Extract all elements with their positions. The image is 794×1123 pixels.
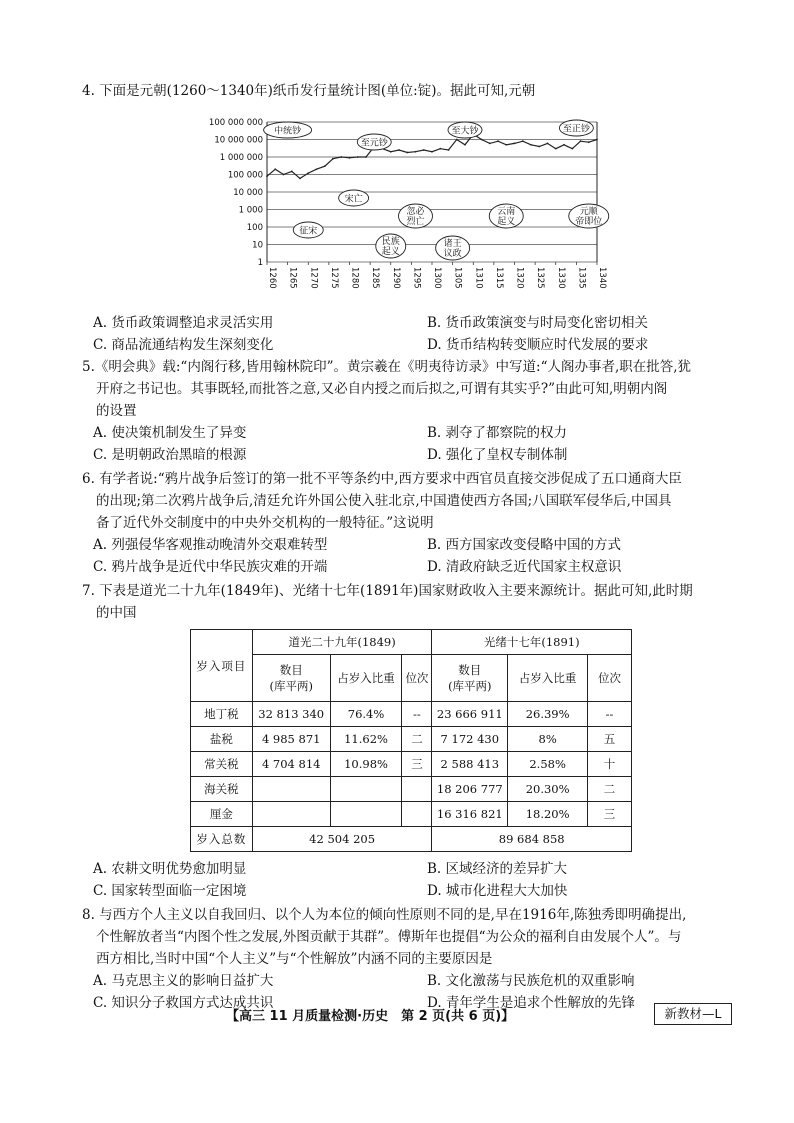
q8-stem-line-3: 西方相比,当时中国“个人主义”与“个性解放”内涵不同的主要原因是 (96, 951, 493, 967)
rank-1849: 二 (402, 727, 432, 752)
data-point (423, 149, 425, 151)
q7-stem-line-1: 7. 下表是道光二十九年(1849年)、光绪十七年(1891年)国家财政收入主要来源统计。据此可知,此时期 (82, 583, 693, 599)
amount-1891: 18 206 777 (432, 777, 508, 802)
ratio-1849 (330, 777, 402, 802)
data-point (530, 144, 532, 146)
ratio-1849: 11.62% (330, 727, 402, 752)
q6-option-d[interactable]: D. 清政府缺乏近代国家主权意识 (427, 559, 622, 575)
annotation-label: 至元钞 (360, 138, 388, 149)
x-tick-label: 1305 (452, 267, 463, 289)
data-point (563, 144, 565, 146)
table-row (191, 752, 632, 777)
amount-1891: 16 316 821 (432, 802, 508, 827)
table-subheader-row (191, 655, 632, 702)
rank-1891: 十 (588, 752, 632, 777)
amount-1849 (252, 777, 330, 802)
chart-x-ticks (267, 262, 607, 289)
rank-1849: 三 (402, 752, 432, 777)
data-point (291, 171, 293, 173)
q5-stem-line-3: 的设置 (96, 403, 137, 419)
rank-1891: 三 (588, 802, 632, 827)
annotation-bubble (264, 122, 312, 138)
q8-option-d[interactable]: D. 青年学生是追求个性解放的先锋 (427, 995, 635, 1011)
amount-1849: 4 985 871 (252, 727, 330, 752)
x-tick-label: 1265 (287, 267, 298, 289)
annotation-label: 云南 (497, 207, 516, 217)
annotation-bubble (399, 204, 433, 228)
amount-1849: 32 813 340 (252, 702, 330, 727)
x-tick-label: 1290 (390, 267, 401, 289)
annotation-bubble (569, 204, 609, 228)
x-tick-label: 1275 (328, 267, 339, 289)
q7-stem-line-2: 的中国 (96, 605, 137, 621)
annotation-label: 中统钞 (274, 126, 302, 137)
q5-stem-line-1: 5.《明会典》载:“内阁行移,皆用翰林院印”。黄宗羲在《明夷待访录》中写道:“人阁办事者,职在批答,犹 (82, 359, 692, 375)
table-year-1891: 光绪十七年(1891) (432, 630, 632, 655)
row-name: 厘金 (191, 802, 253, 827)
data-point (406, 152, 408, 154)
data-point (448, 149, 450, 151)
amount-1849 (252, 802, 330, 827)
data-point (555, 148, 557, 150)
table-amount-header-1849 (252, 655, 330, 702)
data-point (547, 142, 549, 144)
annotation-label: 至大钞 (451, 126, 479, 137)
y-tick-label: 10 (252, 240, 263, 251)
amount-1849: 4 704 814 (252, 752, 330, 777)
q4-option-a[interactable]: A. 货币政策调整追求灵活实用 (93, 315, 274, 331)
x-tick-label: 1260 (267, 267, 277, 289)
data-point (588, 141, 590, 143)
page-footer: 【高三 11 月质量检测·历史 第 2 页(共 6 页)】 (226, 1009, 515, 1024)
q6-stem-line-3: 备了近代外交制度中的中央外交机构的一般特征。”这说明 (96, 515, 434, 531)
q6-option-a[interactable]: A. 列强侵华客观推动晚清外交艰难转型 (93, 537, 328, 553)
table-row (191, 727, 632, 752)
q7-option-d[interactable]: D. 城市化进程大大加快 (427, 883, 568, 899)
q8-option-c[interactable]: C. 知识分子救国方式达成共识 (93, 995, 274, 1011)
total-1849: 42 504 205 (252, 827, 432, 852)
x-tick-label: 1280 (349, 267, 360, 289)
annotation-label: 征宋 (299, 226, 318, 237)
row-name: 海关税 (191, 777, 253, 802)
annotation-bubble (448, 122, 482, 138)
q5-option-b[interactable]: B. 剥夺了都察院的权力 (427, 425, 568, 441)
data-point (307, 172, 309, 174)
ratio-1849: 76.4% (330, 702, 402, 727)
total-1891: 89 684 858 (432, 827, 632, 852)
table-row (191, 777, 632, 802)
rank-1891: -- (588, 702, 632, 727)
q7-option-b[interactable]: B. 区域经济的差异扩大 (427, 861, 568, 877)
rank-1849 (402, 802, 432, 827)
ratio-1849 (330, 802, 402, 827)
data-point (316, 168, 318, 170)
annotation-label: 起义 (381, 247, 400, 257)
data-point (398, 149, 400, 151)
data-point (481, 139, 483, 141)
data-point (349, 157, 351, 159)
rank-1849 (402, 777, 432, 802)
annotation-label: 烈亡 (406, 217, 425, 227)
q5-option-c[interactable]: C. 是明朝政治黑暗的根源 (93, 447, 247, 463)
data-point (464, 144, 466, 146)
ratio-1891: 20.30% (508, 777, 588, 802)
data-point (522, 140, 524, 142)
table-header-row (191, 630, 632, 655)
ratio-1849: 10.98% (330, 752, 402, 777)
q8-stem-line-1: 8. 与西方个人主义以自我回归、以个人为本位的倾向性原则不同的是,早在1916年,陈独秀即明确提出, (82, 907, 687, 923)
x-tick-label: 1270 (308, 267, 319, 289)
x-tick-label: 1285 (370, 267, 381, 289)
q5-option-a[interactable]: A. 使决策机制发生了异变 (93, 425, 247, 441)
chart-annotations (264, 120, 609, 260)
amount-unit: (库平两) (448, 679, 492, 693)
annotation-bubble (293, 222, 323, 238)
q8-option-b[interactable]: B. 文化激荡与民族危机的双重影响 (427, 973, 635, 989)
table-total-row (191, 827, 632, 852)
ratio-1891: 2.58% (508, 752, 588, 777)
q6-option-b[interactable]: B. 西方国家改变侵略中国的方式 (427, 537, 622, 553)
table-ratio-header-1849: 占岁入比重 (330, 655, 402, 702)
table-year-1849: 道光二十九年(1849) (252, 630, 432, 655)
annotation-bubble (357, 134, 391, 150)
q4-stem: 4. 下面是元朝(1260～1340年)纸币发行量统计图(单位:锭)。据此可知,元朝 (82, 83, 536, 99)
ratio-1891: 26.39% (508, 702, 588, 727)
table-col-item: 岁入项目 (191, 630, 253, 702)
x-tick-label: 1330 (555, 267, 566, 289)
data-point (580, 140, 582, 142)
data-point (332, 158, 334, 160)
amount-1891: 2 588 413 (432, 752, 508, 777)
annotation-label: 宋亡 (344, 194, 363, 205)
x-tick-label: 1325 (535, 267, 546, 289)
x-tick-label: 1315 (493, 267, 504, 289)
annotation-label: 忽必 (406, 207, 425, 217)
data-point (266, 175, 268, 177)
data-point (439, 148, 441, 150)
q7-option-c[interactable]: C. 国家转型面临一定困境 (93, 883, 247, 899)
q7-option-a[interactable]: A. 农耕文明优势愈加明显 (93, 861, 247, 877)
y-tick-label: 10 000 000 (214, 135, 263, 146)
rank-1891: 二 (588, 777, 632, 802)
q8-option-a[interactable]: A. 马克思主义的影响日益扩大 (93, 973, 274, 989)
table-row (191, 802, 632, 827)
revenue-table (190, 629, 632, 852)
annotation-label: 民族 (381, 237, 400, 247)
q4-option-b[interactable]: B. 货币政策演变与时局变化密切相关 (427, 315, 649, 331)
annotation-label: 诸王 (443, 239, 462, 249)
annotation-bubble (559, 120, 593, 136)
row-name: 盐税 (191, 727, 253, 752)
q6-stem-line-1: 6. 有学者说:“鸦片战争后签订的第一批不平等条约中,西方要求中西官员直接交涉促成了五口通商大臣 (82, 471, 682, 487)
data-point (514, 142, 516, 144)
chart-y-ticks (209, 118, 263, 268)
data-point (505, 144, 507, 146)
issuance-series-points (266, 133, 598, 179)
data-point (596, 139, 598, 141)
data-point (365, 156, 367, 158)
x-tick-label: 1310 (473, 267, 484, 289)
data-point (340, 156, 342, 158)
annotation-label: 议政 (443, 249, 462, 259)
annotation-bubble (489, 204, 523, 228)
data-point (456, 139, 458, 141)
table-row (191, 702, 632, 727)
y-tick-label: 1 (257, 258, 263, 268)
data-point (538, 146, 540, 148)
data-point (571, 148, 573, 150)
data-point (415, 151, 417, 153)
y-tick-label: 100 (246, 223, 263, 233)
annotation-bubble (376, 234, 406, 258)
q4-option-d[interactable]: D. 货币结构转变顺应时代发展的要求 (427, 337, 649, 353)
table-ratio-header-1891: 占岁入比重 (508, 655, 588, 702)
data-point (357, 156, 359, 158)
y-tick-label: 100 000 (227, 170, 263, 181)
ratio-1891: 18.20% (508, 802, 588, 827)
ratio-1891: 8% (508, 727, 588, 752)
amount-1891: 7 172 430 (432, 727, 508, 752)
amount-unit: (库平两) (269, 679, 313, 693)
data-point (283, 174, 285, 176)
table-rank-header-1891: 位次 (588, 655, 632, 702)
edition-badge: 新教材—L (654, 1003, 732, 1025)
annotation-label: 元顺 (579, 207, 598, 217)
x-tick-label: 1335 (576, 267, 587, 289)
y-tick-label: 1 000 (238, 205, 263, 216)
annotation-bubble (436, 236, 470, 260)
x-tick-label: 1340 (597, 267, 607, 289)
annotation-label: 至正钞 (562, 124, 590, 135)
q6-option-c[interactable]: C. 鸦片战争是近代中华民族灾难的开端 (93, 559, 328, 575)
table-amount-header-1891 (432, 655, 508, 702)
data-point (497, 140, 499, 142)
q5-option-d[interactable]: D. 强化了皇权专制体制 (427, 447, 568, 463)
amount-label: 数目 (279, 663, 303, 677)
annotation-label: 起义 (497, 217, 516, 227)
q5-stem-line-2: 开府之书记也。其事既轻,而批答之意,又必自内授之而后拟之,可谓有其实乎?”由此可知,明朝内阁 (96, 381, 668, 397)
rank-1891: 五 (588, 727, 632, 752)
currency-issuance-chart (205, 112, 605, 308)
row-name: 地丁税 (191, 702, 253, 727)
q6-stem-line-2: 的出现;第二次鸦片战争后,清廷允许外国公使入驻北京,中国遣使西方各国;八国联军侵华后,中国具 (96, 493, 672, 509)
q4-option-c[interactable]: C. 商品流通结构发生深刻变化 (93, 337, 274, 353)
data-point (390, 151, 392, 153)
x-tick-label: 1295 (411, 267, 422, 289)
x-tick-label: 1300 (432, 267, 442, 289)
table-rank-header-1849: 位次 (402, 655, 432, 702)
data-point (431, 151, 433, 153)
rank-1849: -- (402, 702, 432, 727)
data-point (489, 142, 491, 144)
data-point (324, 165, 326, 167)
y-tick-label: 10 000 (233, 188, 263, 198)
total-label: 岁入总数 (191, 827, 253, 852)
x-tick-label: 1320 (514, 267, 525, 289)
y-tick-label: 100 000 000 (208, 118, 263, 128)
row-name: 常关税 (191, 752, 253, 777)
data-point (274, 168, 276, 170)
annotation-label: 帝即位 (575, 217, 603, 227)
y-tick-label: 1 000 000 (219, 153, 263, 163)
amount-1891: 23 666 911 (432, 702, 508, 727)
annotation-bubble (339, 190, 369, 206)
data-point (299, 177, 301, 179)
amount-label: 数目 (458, 663, 482, 677)
issuance-series-line (267, 134, 597, 178)
q8-stem-line-2: 个性解放者当“内图个性之发展,外图贡献于其群”。傅斯年也提倡“为公众的福利自由发展个人”。与 (96, 929, 682, 945)
